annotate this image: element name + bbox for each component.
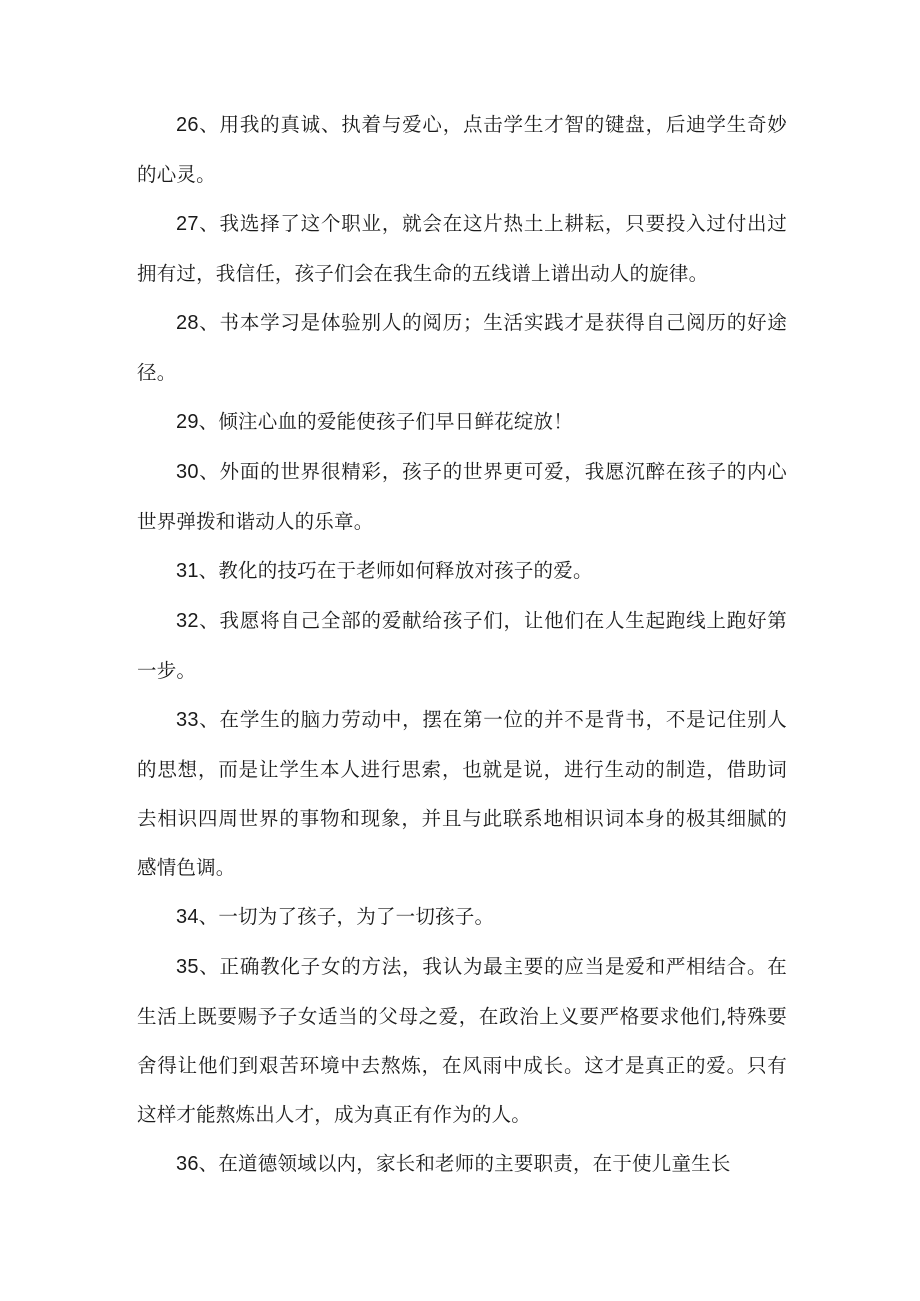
paragraph-text: 、我选择了这个职业，就会在这片热土上耕耘，只要投入过付出过拥有过，我信任，孩子们会在我生命的五线谱上谱出动人的旋律。 (137, 212, 787, 285)
paragraph-35 (137, 942, 787, 1139)
paragraph-33 (137, 695, 787, 892)
paragraph-36 (137, 1139, 787, 1189)
paragraph-text: 、书本学习是体验别人的阅历；生活实践才是获得自己阅历的好途径。 (137, 311, 787, 384)
paragraph-text: 、一切为了孩子，为了一切孩子。 (198, 905, 495, 928)
paragraph-text: 、我愿将自己全部的爱献给孩子们，让他们在人生起跑线上跑好第一步。 (137, 609, 787, 682)
paragraph-text: 、外面的世界很精彩，孩子的世界更可爱，我愿沉醉在孩子的内心世界弹拨和谐动人的乐章。 (137, 460, 787, 533)
item-number: 29 (176, 411, 199, 433)
paragraph-26 (137, 100, 787, 199)
paragraph-31 (137, 546, 787, 596)
paragraph-text: 、在道德领域以内，家长和老师的主要职责，在于使儿童生长 (198, 1152, 731, 1175)
paragraph-30 (137, 447, 787, 546)
paragraph-28 (137, 298, 787, 397)
item-number: 36 (176, 1153, 199, 1175)
paragraph-34 (137, 892, 787, 942)
item-number: 26 (176, 114, 199, 136)
item-number: 34 (176, 906, 199, 928)
item-number: 33 (176, 709, 199, 731)
item-number: 28 (176, 312, 199, 334)
item-number: 27 (176, 213, 199, 235)
item-number: 31 (176, 560, 199, 582)
paragraph-text: 、在学生的脑力劳动中，摆在第一位的并不是背书，不是记住别人的思想，而是让学生本人进行思索，也就是说，进行生动的制造，借助词去相识四周世界的事物和现象，并且与此联系地相识词本身的极其细腻的感情色调。 (137, 708, 787, 879)
item-number: 35 (176, 956, 199, 978)
document-body (137, 100, 787, 1189)
paragraph-text: 、正确教化子女的方法，我认为最主要的应当是爱和严相结合。在生活上既要赐予子女适当的父母之爱，在政治上义要严格要求他们,特殊要舍得让他们到艰苦环境中去熬炼，在风雨中成长。这才是真正的爱。只有这样才能熬炼出人才，成为真正有作为的人。 (137, 955, 787, 1126)
paragraph-27 (137, 199, 787, 298)
paragraph-29 (137, 397, 787, 447)
paragraph-text: 、用我的真诚、执着与爱心，点击学生才智的键盘，后迪学生奇妙的心灵。 (137, 113, 787, 186)
item-number: 30 (176, 461, 199, 483)
paragraph-text: 、倾注心血的爱能使孩子们早日鲜花绽放！ (198, 410, 573, 433)
paragraph-text: 、教化的技巧在于老师如何释放对孩子的爱。 (198, 559, 593, 582)
item-number: 32 (176, 610, 199, 632)
paragraph-32 (137, 596, 787, 695)
